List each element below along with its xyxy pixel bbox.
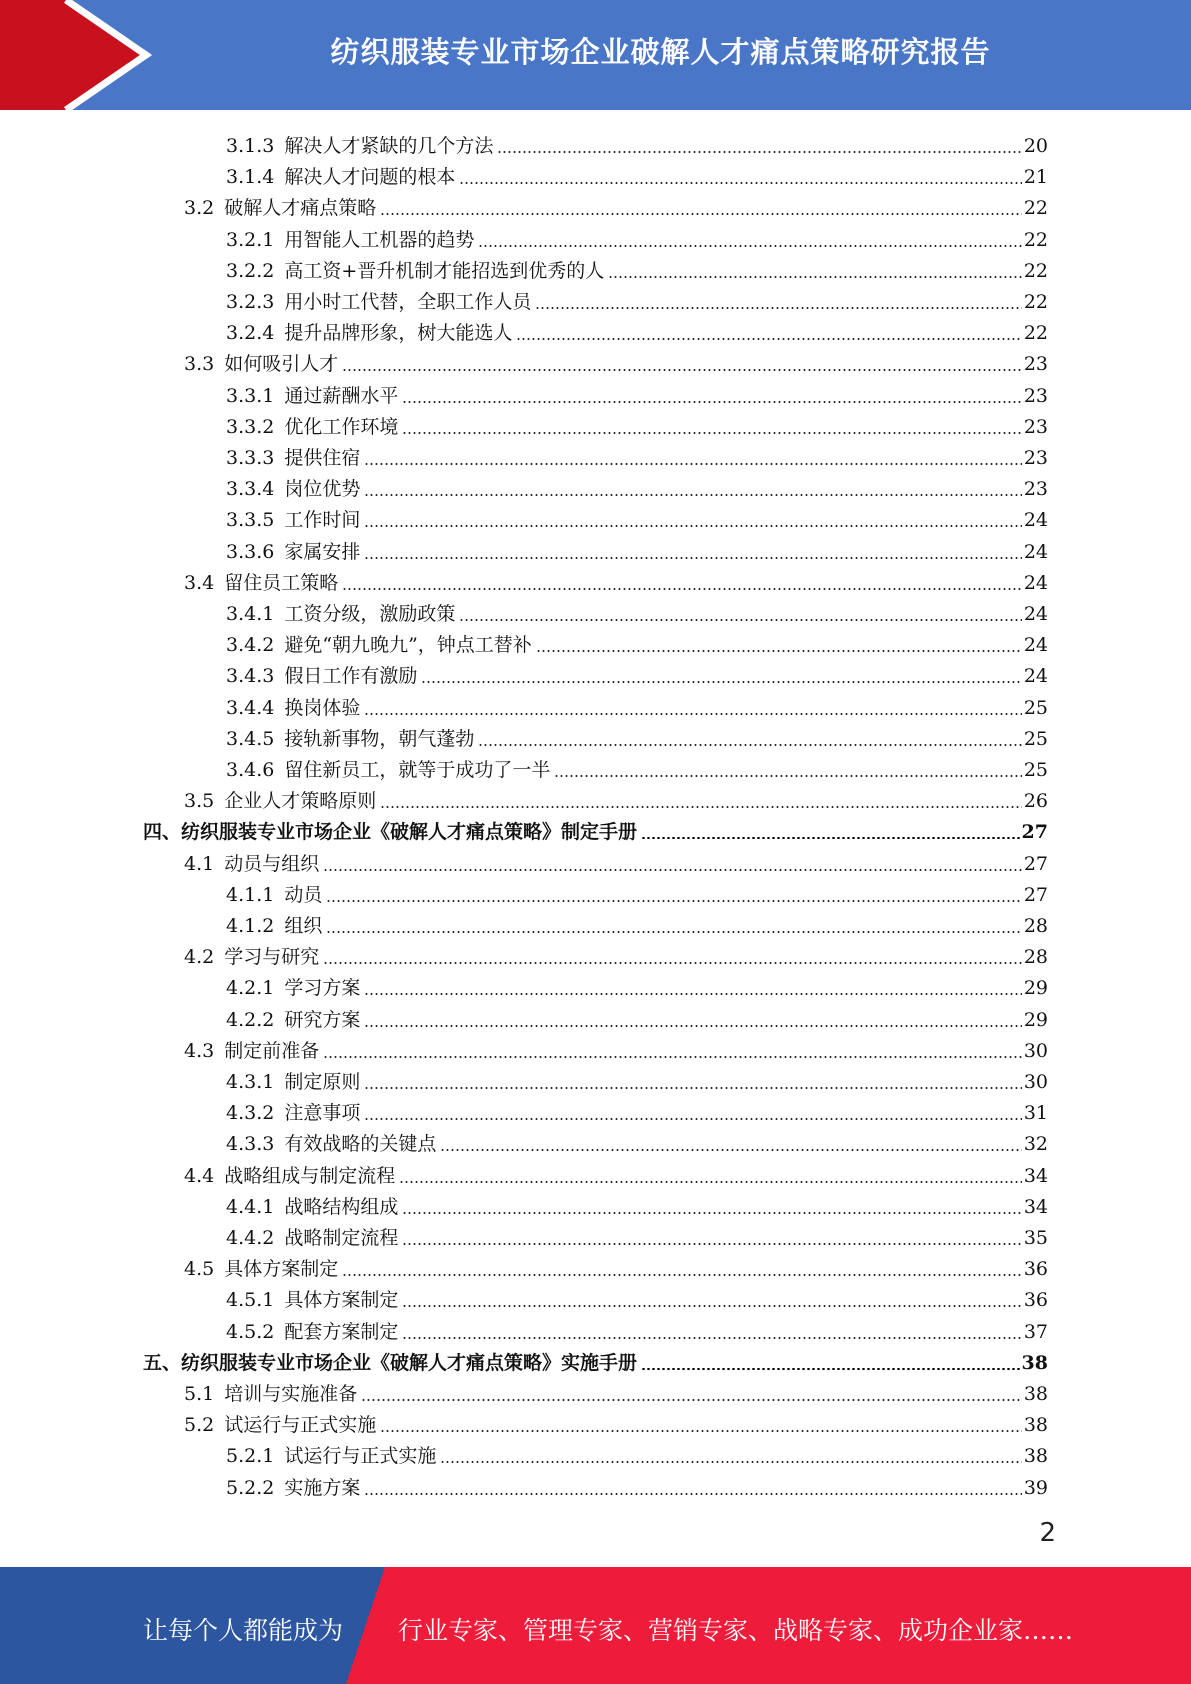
toc-entry-title: 留住新员工，就等于成功了一半 (284, 759, 551, 781)
toc-entry-title: 提升品牌形象，树大能选人 (284, 322, 513, 345)
toc-entry[interactable] (184, 564, 1048, 595)
toc-entry-page: 28 (1023, 915, 1048, 937)
toc-entry-title: 有效战略的关键点 (284, 1133, 437, 1156)
toc-dot-leader (402, 1212, 1021, 1214)
toc-entry-page: 23 (1023, 478, 1048, 501)
toc-entry[interactable] (184, 1406, 1048, 1437)
toc-dot-leader (421, 681, 1021, 683)
toc-entry-page: 24 (1023, 540, 1048, 563)
toc-dot-leader (497, 151, 1021, 153)
toc-dot-leader (364, 494, 1021, 496)
toc-dot-leader (402, 401, 1021, 403)
toc-entry-number: 4.5 (184, 1258, 215, 1281)
toc-entry-number: 4.5.2 (226, 1320, 275, 1343)
toc-dot-leader (402, 1305, 1021, 1307)
toc-entry-number: 3.1.4 (226, 166, 275, 189)
toc-entry[interactable] (226, 1125, 1048, 1156)
toc-entry-number: 4.4.2 (226, 1227, 275, 1249)
toc-entry-page: 35 (1023, 1227, 1048, 1249)
toc-dot-leader (641, 1368, 1020, 1370)
toc-entry-number: 3.3.4 (226, 478, 275, 501)
toc-entry[interactable] (226, 1313, 1048, 1344)
toc-entry-page: 23 (1023, 447, 1048, 469)
toc-entry[interactable] (226, 1001, 1048, 1032)
toc-entry[interactable] (226, 595, 1048, 626)
page-number: 2 (1039, 1518, 1056, 1548)
toc-entry-title: 制定前准备 (224, 1039, 320, 1062)
toc-dot-leader (326, 931, 1021, 933)
toc-dot-leader (535, 307, 1021, 309)
toc-entry-page: 25 (1023, 696, 1048, 719)
toc-entry-number: 3.2.1 (226, 228, 275, 251)
toc-entry-number: 3.4.3 (226, 665, 275, 688)
toc-entry[interactable] (226, 751, 1048, 782)
toc-entry[interactable] (184, 1032, 1048, 1063)
toc-dot-leader (641, 837, 1020, 839)
toc-entry-number: 5.1 (184, 1383, 215, 1405)
toc-entry-title: 五、纺织服装专业市场企业《破解人才痛点策略》实施手册 (143, 1351, 638, 1374)
toc-entry-number: 3.4.1 (226, 603, 275, 625)
toc-dot-leader (364, 463, 1021, 465)
toc-entry-number: 4.1 (184, 852, 215, 875)
toc-entry-title: 接轨新事物，朝气蓬勃 (284, 727, 475, 750)
toc-entry-page: 34 (1023, 1164, 1048, 1187)
toc-entry-title: 具体方案制定 (284, 1289, 399, 1312)
toc-entry-page: 30 (1023, 1071, 1048, 1093)
toc-entry[interactable] (184, 1157, 1048, 1188)
toc-entry-title: 通过薪酬水平 (284, 384, 399, 407)
toc-entry-page: 22 (1023, 228, 1048, 251)
toc-dot-leader (380, 806, 1022, 808)
toc-dot-leader (554, 775, 1021, 777)
toc-entry-title: 学习与研究 (224, 946, 320, 969)
toc-entry-number: 4.2.2 (226, 1008, 275, 1031)
toc-entry-page: 23 (1023, 415, 1048, 438)
toc-entry-page: 28 (1023, 946, 1048, 969)
toc-entry-page: 36 (1023, 1258, 1048, 1281)
toc-entry-page: 39 (1023, 1476, 1048, 1499)
toc-entry-number: 3.3.5 (226, 509, 275, 532)
toc-entry-title: 企业人才策略原则 (224, 790, 377, 813)
toc-dot-leader (478, 744, 1021, 746)
toc-entry-number: 3.3.2 (226, 415, 275, 438)
toc-entry-page: 22 (1023, 259, 1048, 282)
toc-dot-leader (536, 650, 1022, 652)
toc-dot-leader (380, 213, 1022, 215)
toc-dot-leader (364, 557, 1021, 559)
toc-dot-leader (402, 432, 1021, 434)
toc-entry-title: 解决人才紧缺的几个方法 (284, 135, 494, 157)
toc-entry[interactable] (226, 408, 1048, 439)
toc-entry-number: 5.2.1 (226, 1445, 275, 1468)
toc-entry[interactable] (226, 283, 1048, 314)
toc-dot-leader (459, 182, 1021, 184)
toc-entry-page: 29 (1023, 1008, 1048, 1031)
toc-dot-leader (608, 276, 1022, 278)
toc-entry[interactable] (184, 345, 1048, 376)
toc-dot-leader (364, 1118, 1021, 1120)
toc-dot-leader (478, 245, 1021, 247)
toc-entry[interactable] (184, 1375, 1048, 1406)
toc-entry-page: 38 (1021, 1351, 1048, 1374)
toc-entry-page: 37 (1023, 1320, 1048, 1343)
toc-entry-title: 研究方案 (284, 1008, 361, 1031)
toc-entry-page: 30 (1023, 1039, 1048, 1062)
toc-dot-leader (342, 588, 1022, 590)
toc-dot-leader (402, 1243, 1021, 1245)
toc-entry[interactable] (226, 1188, 1048, 1219)
toc-entry-page: 22 (1023, 322, 1048, 345)
toc-entry[interactable] (226, 470, 1048, 501)
toc-entry-number: 3.5 (184, 790, 215, 813)
toc-dot-leader (342, 1274, 1022, 1276)
toc-entry-title: 破解人才痛点策略 (224, 197, 377, 220)
toc-dot-leader (364, 1493, 1021, 1495)
toc-entry-page: 24 (1023, 509, 1048, 532)
toc-entry-number: 3.2.2 (226, 259, 275, 282)
toc-entry-number: 4.3.2 (226, 1102, 275, 1125)
toc-entry-number: 5.2.2 (226, 1476, 275, 1499)
header-title: 纺织服装专业市场企业破解人才痛点策略研究报告 (330, 35, 991, 69)
toc-entry[interactable] (184, 845, 1048, 876)
toc-dot-leader (364, 713, 1021, 715)
footer-slogan-right: 行业专家、管理专家、营销专家、战略专家、成功企业家…… (398, 1616, 1074, 1645)
toc-entry-number: 4.1.2 (226, 915, 275, 937)
toc-entry[interactable] (226, 252, 1048, 283)
toc-entry[interactable] (226, 626, 1048, 657)
toc-dot-leader (516, 338, 1021, 340)
toc-entry-number: 3.3 (184, 353, 215, 376)
toc-entry[interactable] (226, 158, 1048, 189)
toc-entry-title: 工资分级，激励政策 (284, 603, 456, 625)
toc-entry-title: 具体方案制定 (224, 1258, 339, 1281)
toc-entry-title: 战略制定流程 (284, 1227, 399, 1249)
toc-entry-title: 用小时工代替，全职工作人员 (284, 291, 532, 313)
toc-entry[interactable] (226, 1469, 1048, 1500)
toc-entry[interactable] (226, 969, 1048, 1000)
toc-entry-page: 38 (1023, 1445, 1048, 1468)
toc-entry-page: 27 (1021, 821, 1048, 844)
toc-entry[interactable] (226, 127, 1048, 158)
toc-entry-title: 四、纺织服装专业市场企业《破解人才痛点策略》制定手册 (143, 821, 638, 844)
toc-entry-title: 用智能人工机器的趋势 (284, 228, 475, 251)
toc-entry-title: 如何吸引人才 (224, 353, 339, 376)
toc-dot-leader (402, 1337, 1021, 1339)
toc-entry-number: 3.3.1 (226, 384, 275, 407)
toc-entry-title: 试运行与正式实施 (284, 1445, 437, 1468)
footer-slogan-left: 让每个人都能成为 (143, 1616, 344, 1645)
toc-entry[interactable] (226, 501, 1048, 532)
toc-dot-leader (323, 1056, 1022, 1058)
toc-entry-number: 4.3 (184, 1039, 215, 1062)
toc-entry-title: 培训与实施准备 (224, 1383, 358, 1405)
toc-entry-title: 制定原则 (284, 1071, 361, 1093)
toc-entry-number: 3.2.4 (226, 322, 275, 345)
toc-entry-title: 留住员工策略 (224, 571, 339, 594)
toc-entry-number: 5.2 (184, 1414, 215, 1437)
toc-dot-leader (459, 619, 1021, 621)
toc-entry-title: 战略组成与制定流程 (224, 1164, 396, 1187)
toc-dot-leader (364, 525, 1021, 527)
toc-entry[interactable] (226, 1063, 1048, 1094)
toc-entry-page: 21 (1023, 166, 1048, 189)
toc-entry-title: 假日工作有激励 (284, 665, 418, 688)
toc-entry-title: 学习方案 (284, 977, 361, 1000)
toc-dot-leader (380, 1430, 1022, 1432)
toc-entry-title: 岗位优势 (284, 478, 361, 501)
toc-entry-number: 3.4.4 (226, 696, 275, 719)
toc-entry[interactable] (226, 1219, 1048, 1250)
toc-entry-page: 38 (1023, 1383, 1048, 1405)
toc-entry[interactable] (226, 533, 1048, 564)
toc-entry[interactable] (226, 689, 1048, 720)
toc-entry-page: 29 (1023, 977, 1048, 1000)
toc-entry-number: 4.2 (184, 946, 215, 969)
toc-entry[interactable] (226, 907, 1048, 938)
toc-dot-leader (323, 962, 1022, 964)
toc-entry[interactable] (226, 377, 1048, 408)
toc-entry-title: 战略结构组成 (284, 1195, 399, 1218)
toc-entry-title: 实施方案 (284, 1476, 361, 1499)
toc-entry-title: 试运行与正式实施 (224, 1414, 377, 1437)
toc-entry[interactable] (184, 1250, 1048, 1281)
toc-entry-title: 提供住宿 (284, 447, 361, 469)
toc-entry[interactable] (226, 720, 1048, 751)
toc-entry-page: 36 (1023, 1289, 1048, 1312)
page-header (0, 0, 1191, 110)
toc-entry[interactable] (184, 782, 1048, 813)
toc-entry[interactable] (226, 1437, 1048, 1468)
toc-entry-title: 动员 (284, 883, 323, 906)
toc-entry-title: 工作时间 (284, 509, 361, 532)
toc-entry-number: 4.1.1 (226, 883, 275, 906)
toc-entry[interactable] (143, 1344, 1048, 1375)
toc-entry-page: 32 (1023, 1133, 1048, 1156)
toc-dot-leader (440, 1149, 1021, 1151)
toc-entry-page: 23 (1023, 384, 1048, 407)
toc-entry-number: 4.4 (184, 1164, 215, 1187)
toc-entry-number: 3.4 (184, 571, 215, 594)
toc-dot-leader (399, 1181, 1022, 1183)
toc-entry-page: 24 (1023, 634, 1048, 657)
toc-entry-page: 27 (1023, 883, 1048, 906)
toc-entry[interactable] (226, 314, 1048, 345)
toc-dot-leader (364, 1087, 1021, 1089)
toc-dot-leader (323, 869, 1022, 871)
toc-entry[interactable] (226, 876, 1048, 907)
toc-entry-number: 3.4.6 (226, 759, 275, 781)
toc-entry-page: 25 (1023, 759, 1048, 781)
toc-entry-page: 24 (1023, 571, 1048, 594)
toc-entry-page: 23 (1023, 353, 1048, 376)
toc-dot-leader (361, 1399, 1022, 1401)
toc-entry-page: 22 (1023, 291, 1048, 313)
toc-entry-number: 3.3.3 (226, 447, 275, 469)
toc-dot-leader (342, 369, 1022, 371)
toc-entry-page: 26 (1023, 790, 1048, 813)
toc-entry-number: 3.2 (184, 197, 215, 220)
toc-entry-number: 4.3.1 (226, 1071, 275, 1093)
toc-dot-leader (364, 1025, 1021, 1027)
toc-entry[interactable] (143, 813, 1048, 844)
toc-entry-page: 34 (1023, 1195, 1048, 1218)
toc-entry-page: 20 (1023, 135, 1048, 157)
toc-entry-number: 3.4.5 (226, 727, 275, 750)
toc-entry-title: 换岗体验 (284, 696, 361, 719)
toc-entry-title: 动员与组织 (224, 852, 320, 875)
toc-entry-title: 配套方案制定 (284, 1320, 399, 1343)
toc-dot-leader (364, 993, 1021, 995)
toc-entry-title: 高工资+晋升机制才能招选到优秀的人 (284, 259, 605, 282)
toc-entry-page: 24 (1023, 665, 1048, 688)
toc-entry-number: 4.2.1 (226, 977, 275, 1000)
toc-entry-page: 38 (1023, 1414, 1048, 1437)
toc-entry[interactable] (226, 221, 1048, 252)
page-footer (0, 1567, 1191, 1684)
toc-entry-page: 22 (1023, 197, 1048, 220)
toc-entry-number: 3.2.3 (226, 291, 275, 313)
toc-dot-leader (440, 1461, 1021, 1463)
toc-entry-number: 4.4.1 (226, 1195, 275, 1218)
toc-entry[interactable] (226, 1281, 1048, 1312)
toc-entry-number: 4.5.1 (226, 1289, 275, 1312)
toc-entry-number: 3.3.6 (226, 540, 275, 563)
toc-entry[interactable] (226, 439, 1048, 470)
toc-entry-title: 解决人才问题的根本 (284, 166, 456, 189)
toc-entry-title: 注意事项 (284, 1102, 361, 1125)
toc-entry[interactable] (226, 1094, 1048, 1125)
toc-entry[interactable] (184, 938, 1048, 969)
toc-entry-page: 25 (1023, 727, 1048, 750)
toc-entry-title: 避免“朝九晚九”，钟点工替补 (284, 634, 532, 657)
toc-dot-leader (326, 900, 1021, 902)
toc-entry-number: 3.4.2 (226, 634, 275, 657)
toc-entry[interactable] (226, 657, 1048, 688)
toc-entry-page: 24 (1023, 603, 1048, 625)
toc-entry-title: 优化工作环境 (284, 415, 399, 438)
toc-entry-title: 家属安排 (284, 540, 361, 563)
toc-entry-number: 4.3.3 (226, 1133, 275, 1156)
toc-entry[interactable] (184, 189, 1048, 220)
toc-entry-page: 31 (1023, 1102, 1048, 1125)
toc-entry-page: 27 (1023, 852, 1048, 875)
toc-entry-number: 3.1.3 (226, 135, 275, 157)
toc-entry-title: 组织 (284, 915, 323, 937)
